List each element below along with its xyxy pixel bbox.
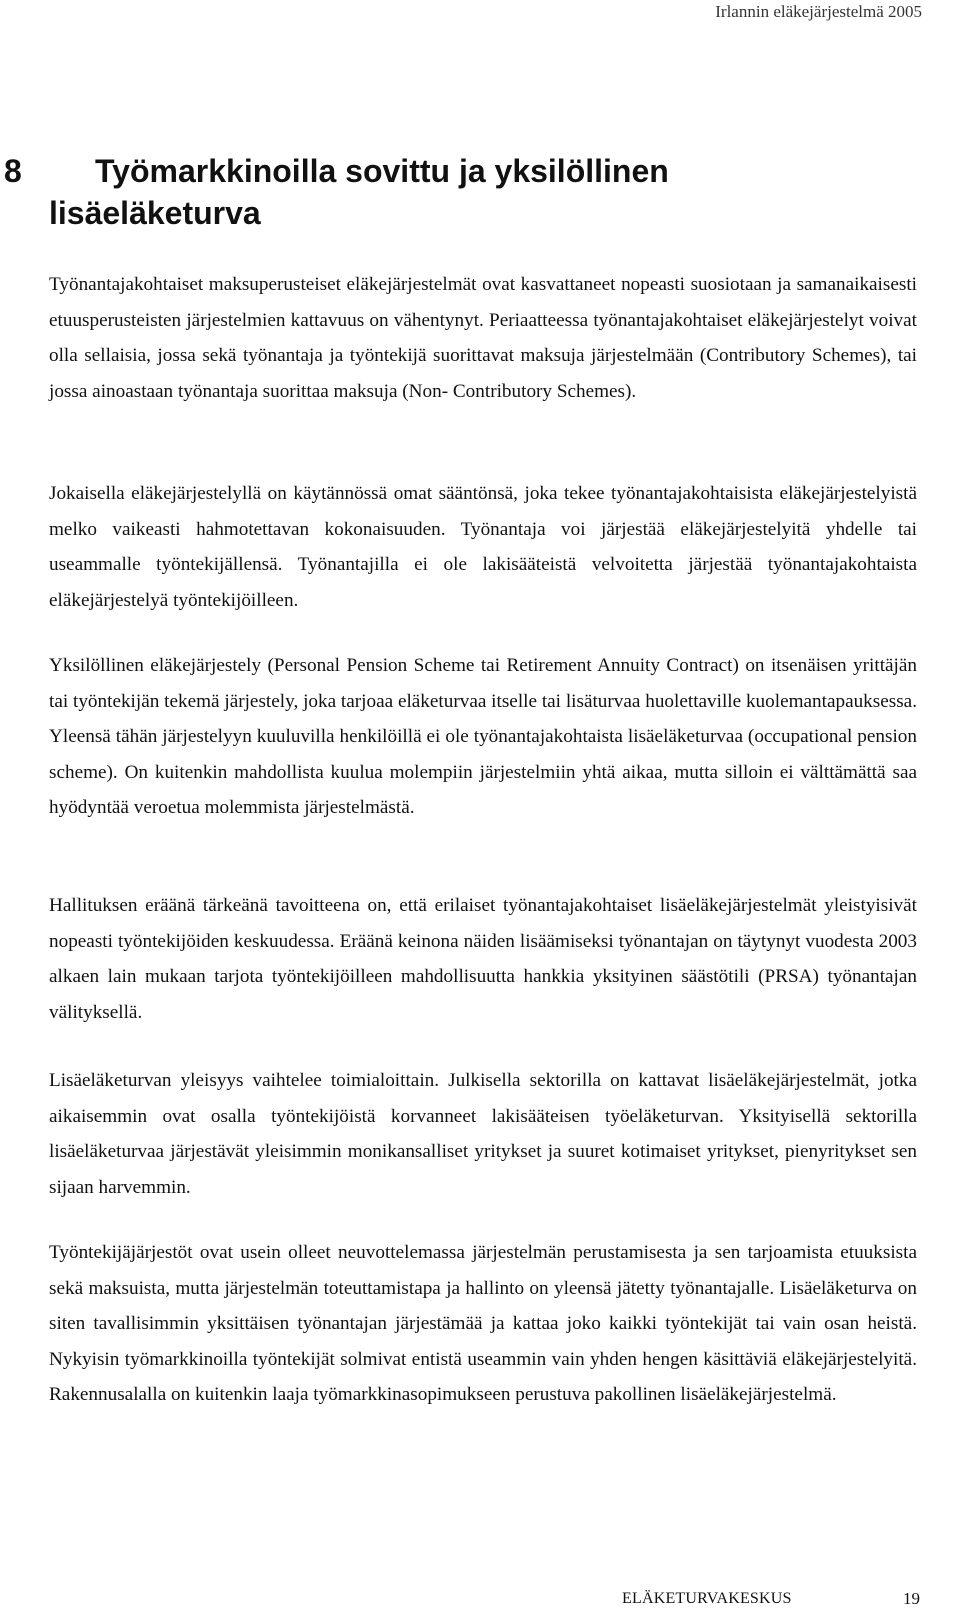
paragraph-3: Yksilöllinen eläkejärjestely (Personal Pension Scheme tai Retirement Annuity Contract) on itsenäisen yrittäjän tai työntekijän tekemä järjestely, joka tarjoaa eläketurvaa itselle tai lisäturvaa huolettaville kuolemantapauksessa. Yleensä tähän järjestelyyn kuuluvilla henkilöillä ei ole työnantajakohtaista lisäeläketurvaa (occupational pension scheme). On kuitenkin mahdollista kuulua molempiin järjestelmiin yhtä aikaa, mutta silloin ei välttämättä saa hyödyntää veroetua molemmista järjestelmästä. — [49, 655, 917, 818]
paragraph-5: Lisäeläketurvan yleisyys vaihtelee toimialoittain. Julkisella sektorilla on kattavat lisäeläkejärjestelmät, jotka aikaisemmin ovat osalla työntekijöistä korvanneet lakisääteisen työeläketurvan. Yksityisellä sektorilla lisäeläketurvaa järjestävät yleisimmin monikansalliset yritykset ja suuret kotimaiset yritykset, pienyritykset sen sijaan harvemmin. — [49, 1070, 917, 1198]
paragraph-6: Työntekijäjärjestöt ovat usein olleet neuvottelemassa järjestelmän perustamisesta ja sen tarjoamista etuuksista sekä maksuista, mutta järjestelmän toteuttamistapa ja hallinto on yleensä jätetty työnantajalle. Lisäeläketurva on siten tavallisimmin yksittäisen työnantajan järjestämää ja kattaa joko kaikki työntekijät tai vain osan heistä. Nykyisin työmarkkinoilla työntekijät solmivat entistä useammin vain yhden hengen käsittäviä eläkejärjestelyitä. Rakennusalalla on kuitenkin laaja työmarkkinasopimukseen perustuva pakollinen lisäeläkejärjestelmä. — [49, 1242, 917, 1405]
paragraph-1: Työnantajakohtaiset maksuperusteiset eläkejärjestelmät ovat kasvattaneet nopeasti suosiotaan ja samanaikaisesti etuusperusteisten järjestelmien kattavuus on vähentynyt. Periaatteessa työnantajakohtaiset eläkejärjestelyt voivat olla sellaisia, jossa sekä työnantaja ja työntekijä suorittavat maksuja järjestelmään (Contributory Schemes), tai jossa ainoastaan työnantaja suorittaa maksuja (Non- Contributory Schemes). — [49, 274, 917, 402]
paragraph-2: Jokaisella eläkejärjestelyllä on käytännössä omat sääntönsä, joka tekee työnantajakohtaisista eläkejärjestelyistä melko vaikeasti hahmotettavan kokonaisuuden. Työnantaja voi järjestää eläkejärjestelyitä yhdelle tai useammalle työntekijällensä. Työnantajilla ei ole lakisääteistä velvoitetta järjestää työnantajakohtaista eläkejärjestelyä työntekijöilleen. — [49, 483, 917, 611]
running-header: Irlannin eläkejärjestelmä 2005 — [715, 2, 922, 21]
footer-publisher: ELÄKETURVAKESKUS — [622, 1590, 792, 1607]
paragraph-4: Hallituksen eräänä tärkeänä tavoitteena on, että erilaiset työnantajakohtaiset lisäeläkejärjestelmät yleistyisivät nopeasti työntekijöiden keskuudessa. Eräänä keinona näiden lisäämiseksi työnantajan on täytynyt vuodesta 2003 alkaen lain mukaan tarjota työntekijöilleen mahdollisuutta hankkia yksityinen säästötili (PRSA) työnantajan välityksellä. — [49, 895, 917, 1023]
chapter-title-line-1: Työmarkkinoilla sovittu ja yksilöllinen — [95, 153, 669, 189]
chapter-title-line-2: lisäeläketurva — [49, 195, 261, 231]
chapter-heading — [4, 150, 904, 234]
footer-page-number: 19 — [903, 1589, 920, 1608]
chapter-number: 8 — [4, 153, 22, 189]
